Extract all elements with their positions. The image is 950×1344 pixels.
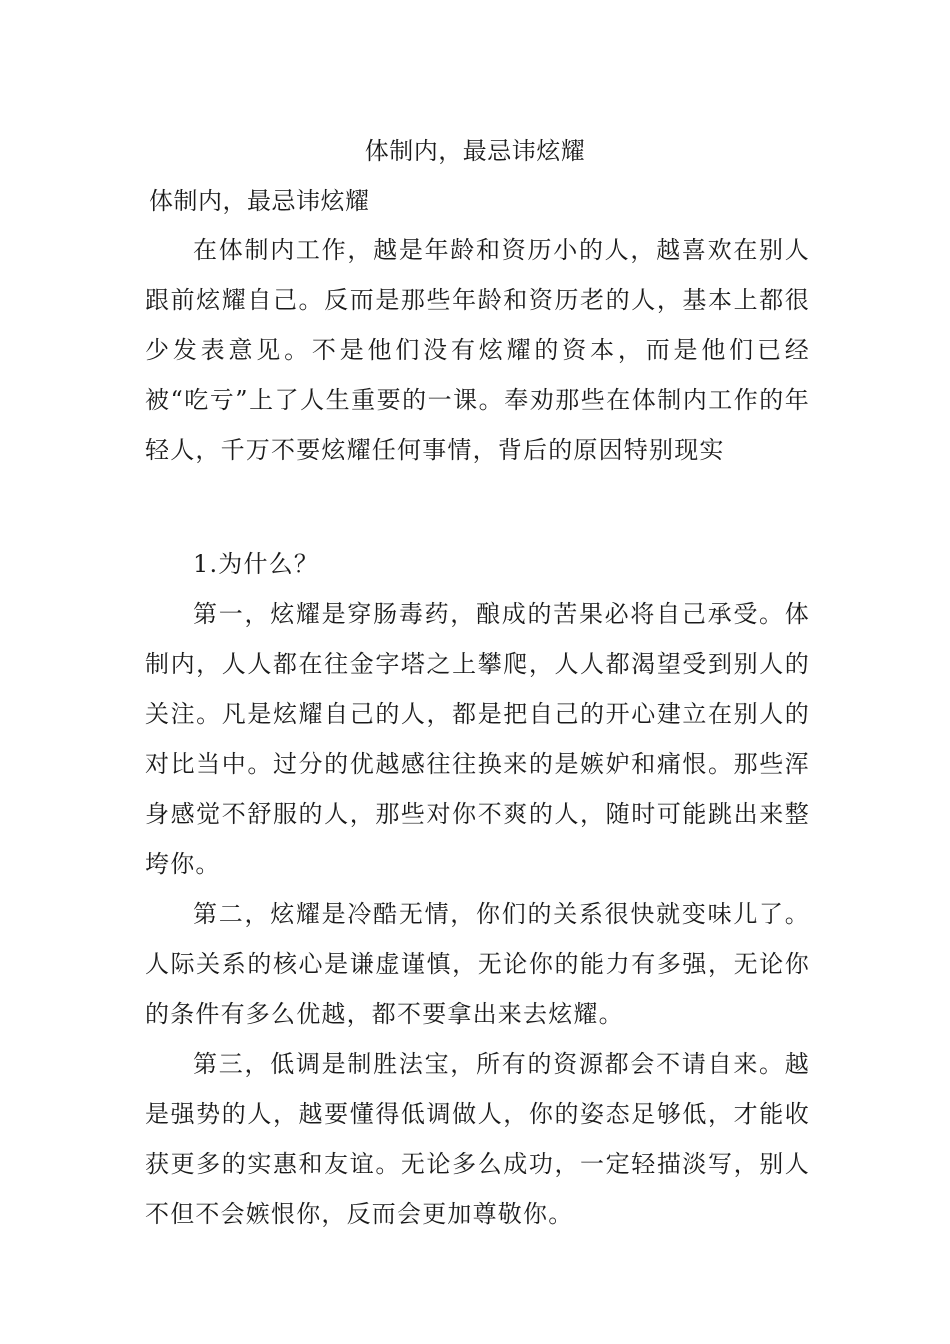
body-paragraph-1: 第一，炫耀是穿肠毒药，酿成的苦果必将自己承受。体制内，人人都在往金字塔之上攀爬，人人都渴望受到别人的关注。凡是炫耀自己的人，都是把自己的开心建立在别人的对比当中。过分的优越感往往换来的是嫉妒和痛恨。那些浑身感觉不舒服的人，那些对你不爽的人，随时可能跳出来整垮你。 [145,600,810,878]
intro-paragraph: 在体制内工作，越是年龄和资历小的人，越喜欢在别人跟前炫耀自己。反而是那些年龄和资历老的人，基本上都很少发表意见。不是他们没有炫耀的资本，而是他们已经被“吃亏”上了人生重要的一课。奉劝那些在体制内工作的年轻人，千万不要炫耀任何事情，背后的原因特别现实 [145,236,810,464]
document-body [145,225,810,1239]
paragraph-spacer [145,475,810,525]
body-paragraph-2: 第二，炫耀是冷酷无情，你们的关系很快就变味儿了。人际关系的核心是谦虚谨慎，无论你的能力有多强，无论你的条件有多么优越，都不要拿出来去炫耀。 [145,900,810,1028]
section-heading: 1.为什么？ [193,550,320,578]
document-title: 体制内，最忌讳炫耀 [364,137,586,165]
document-subtitle: 体制内，最忌讳炫耀 [149,187,370,215]
body-paragraph-3: 第三，低调是制胜法宝，所有的资源都会不请自来。越是强势的人，越要懂得低调做人，你的姿态足够低，才能收获更多的实惠和友谊。无论多么成功，一定轻描淡写，别人不但不会嫉恨你，反而会更加尊敬你。 [145,1050,810,1228]
